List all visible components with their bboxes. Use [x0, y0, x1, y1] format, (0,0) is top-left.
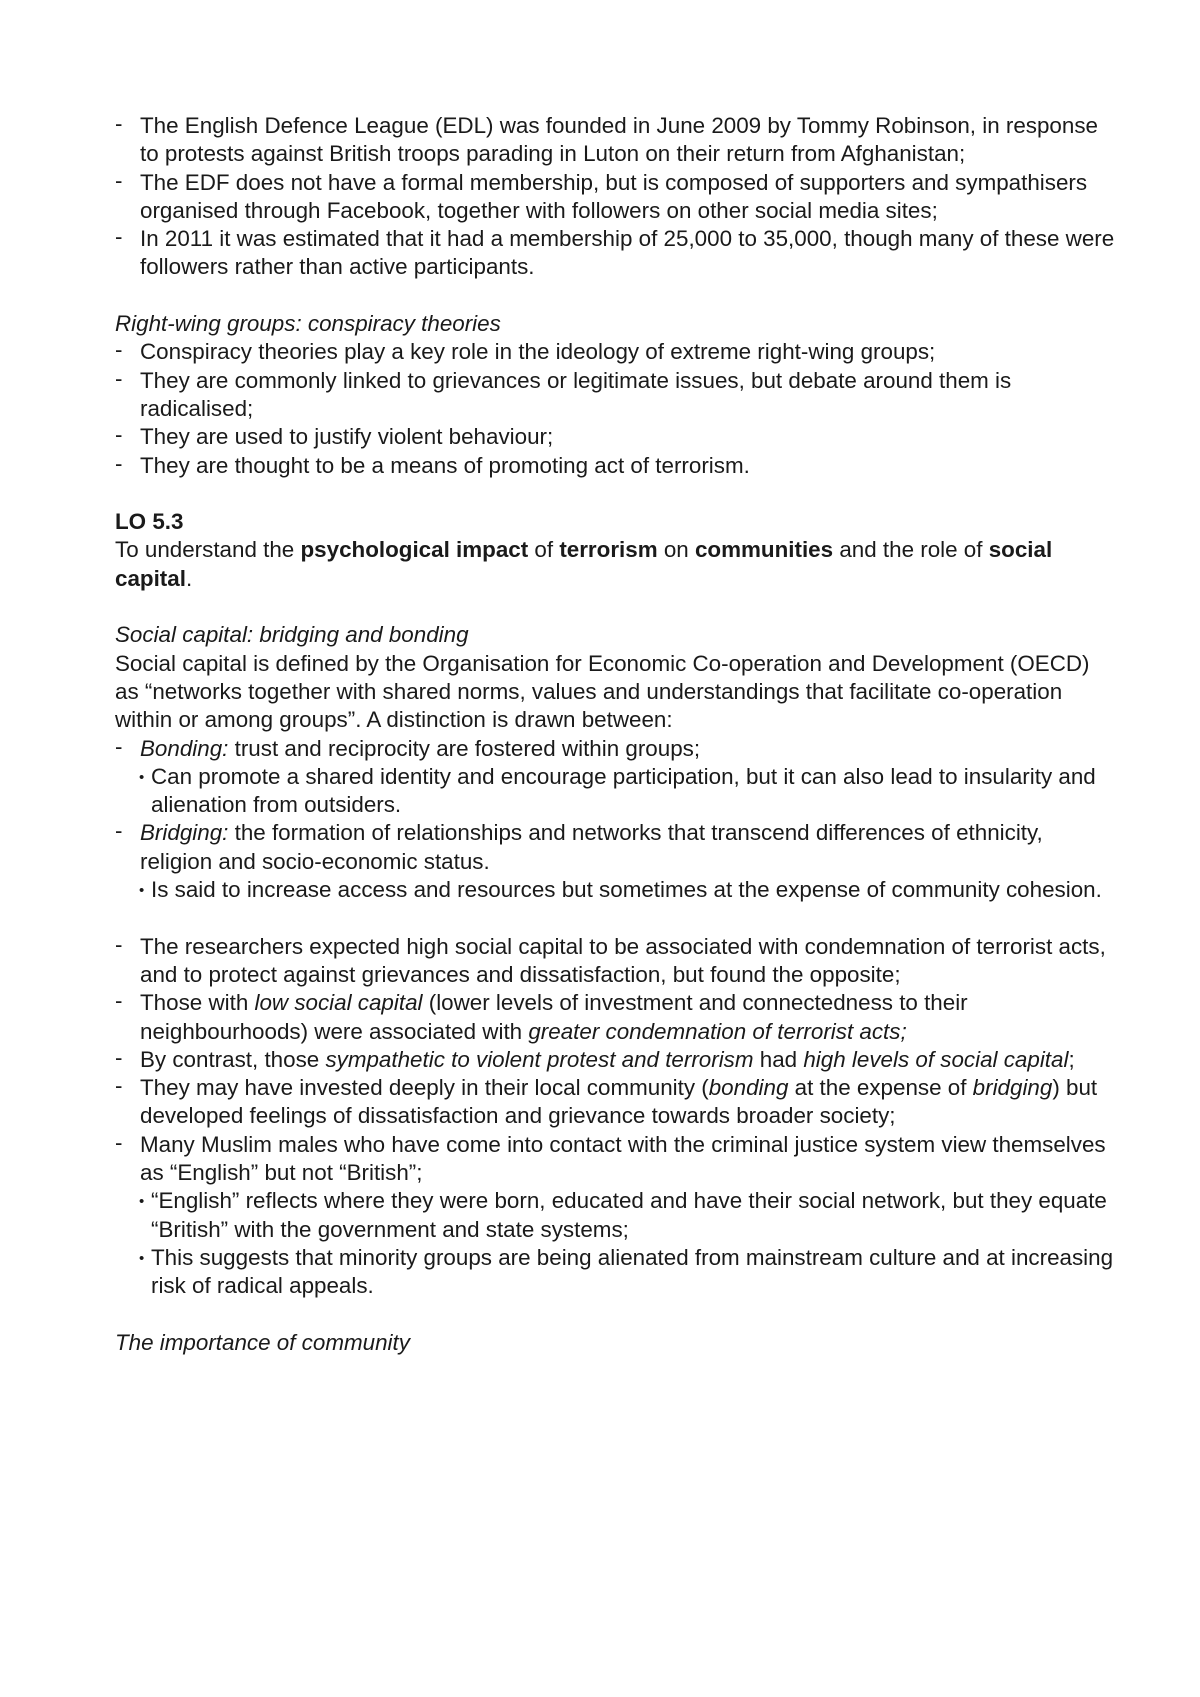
bonding-sub-list [139, 763, 1115, 820]
list-item: - The EDF does not have a formal membership, but is composed of supporters and sympathisers organised through Facebook, together with followers on other social media sites; [115, 169, 1115, 226]
list-item: - Conspiracy theories play a key role in the ideology of extreme right-wing groups; [115, 338, 1115, 366]
list-item: - They are used to justify violent behaviour; [115, 423, 1115, 451]
bridging-sub-list [139, 876, 1115, 904]
community-heading: The importance of community [115, 1329, 410, 1355]
list-item-bridging: - Bridging: the formation of relationships and networks that transcend differences of ethnicity, religion and socio-economic status. [115, 819, 1115, 876]
list-item: - The researchers expected high social capital to be associated with condemnation of terrorist acts, and to protect against grievances and dissatisfaction, but found the opposite; [115, 933, 1115, 990]
sub-list-item: • “English” reflects where they were born, educated and have their social network, but they equate “British” with the government and state systems; [139, 1187, 1115, 1244]
edl-list [115, 112, 1115, 282]
list-item: - In 2011 it was estimated that it had a membership of 25,000 to 35,000, though many of these were followers rather than active participants. [115, 225, 1115, 282]
social-capital-heading: Social capital: bridging and bonding [115, 622, 469, 648]
list-item: - They are commonly linked to grievances or legitimate issues, but debate around them is radicalised; [115, 367, 1115, 424]
conspiracy-heading: Right-wing groups: conspiracy theories [115, 311, 501, 337]
sub-list-item: • Can promote a shared identity and encourage participation, but it can also lead to insularity and alienation from outsiders. [139, 763, 1115, 820]
list-item: - Many Muslim males who have come into contact with the criminal justice system view themselves as “English” but not “British”; [115, 1131, 1115, 1188]
lo-objective: To understand the psychological impact of terrorism on communities and the role of social capital. [115, 537, 1053, 591]
list-item: - They are thought to be a means of promoting act of terrorism. [115, 452, 1115, 480]
list-item: - They may have invested deeply in their local community (bonding at the expense of bridging) but developed feelings of dissatisfaction and grievance towards broader society; [115, 1074, 1115, 1131]
lo-heading: LO 5.3 [115, 509, 184, 535]
social-capital-definition: Social capital is defined by the Organisation for Economic Co-operation and Development (OECD) as “networks together with shared norms, values and understandings that facilitate co-operation within or among groups”. A distinction is drawn between: [115, 650, 1090, 733]
list-item-bonding: - Bonding: trust and reciprocity are fostered within groups; [115, 735, 1115, 763]
distinction-list-2 [115, 819, 1115, 876]
sub-list-item: • Is said to increase access and resources but sometimes at the expense of community cohesion. [139, 876, 1115, 904]
distinction-list [115, 735, 1115, 763]
document-page [115, 112, 1115, 1357]
sub-list-item: • This suggests that minority groups are being alienated from mainstream culture and at increasing risk of radical appeals. [139, 1244, 1115, 1301]
list-item: - The English Defence League (EDL) was founded in June 2009 by Tommy Robinson, in response to protests against British troops parading in Luton on their return from Afghanistan; [115, 112, 1115, 169]
identity-sub-list [139, 1187, 1115, 1300]
conspiracy-list [115, 338, 1115, 479]
list-item: - Those with low social capital (lower levels of investment and connectedness to their neighbourhoods) were associated with greater condemnation of terrorist acts; [115, 989, 1115, 1046]
list-item: - By contrast, those sympathetic to violent protest and terrorism had high levels of social capital; [115, 1046, 1115, 1074]
research-list [115, 933, 1115, 1188]
